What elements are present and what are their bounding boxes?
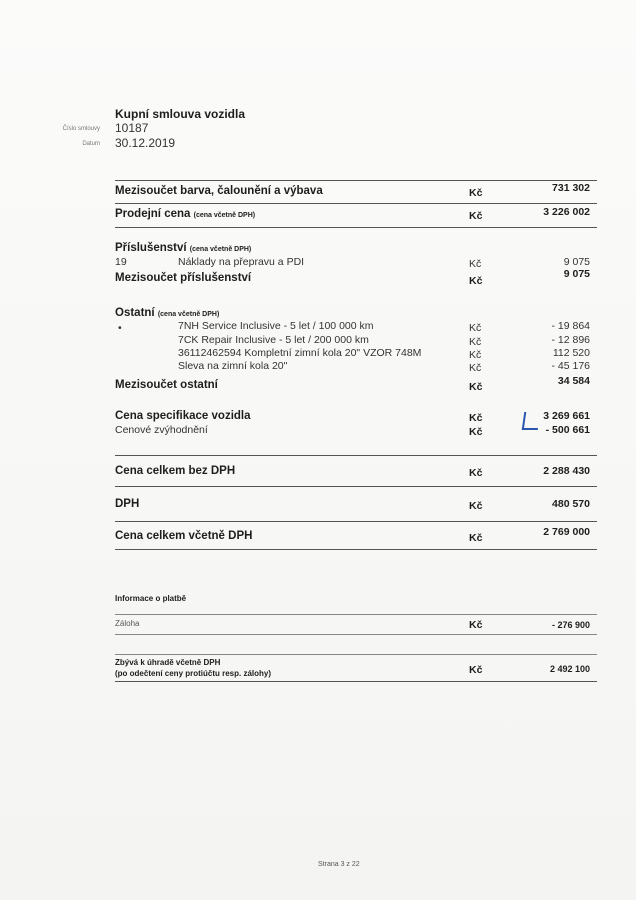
accessories-subtotal-label: Mezisoučet příslušenství bbox=[115, 272, 252, 284]
bullet-mark: • bbox=[118, 322, 122, 334]
remaining-label-line1: Zbývá k úhradě včetně DPH bbox=[115, 658, 221, 667]
accessory-item-code: 19 bbox=[115, 256, 127, 268]
currency: Kč bbox=[469, 619, 483, 631]
contract-number-value: 10187 bbox=[115, 121, 149, 135]
other-item-desc: 7NH Service Inclusive - 5 let / 100 000 km bbox=[178, 320, 374, 332]
accessories-label: Příslušenství bbox=[115, 242, 187, 254]
price-advantage-amount: - 500 661 bbox=[545, 424, 590, 436]
divider bbox=[115, 486, 597, 487]
currency: Kč bbox=[469, 336, 482, 348]
divider bbox=[115, 614, 597, 615]
currency: Kč bbox=[469, 500, 483, 512]
total-inc-vat-label: Cena celkem včetně DPH bbox=[115, 530, 253, 542]
currency: Kč bbox=[469, 412, 483, 424]
deposit-label: Záloha bbox=[115, 619, 140, 628]
other-item-desc: Sleva na zimní kola 20" bbox=[178, 360, 288, 372]
date-value: 30.12.2019 bbox=[115, 136, 176, 150]
currency: Kč bbox=[469, 362, 482, 374]
other-label: Ostatní bbox=[115, 307, 155, 319]
currency: Kč bbox=[469, 532, 483, 544]
divider bbox=[115, 654, 597, 655]
currency: Kč bbox=[469, 275, 483, 287]
sale-price-label bbox=[115, 208, 255, 220]
divider bbox=[115, 681, 597, 682]
currency: Kč bbox=[469, 187, 483, 199]
divider bbox=[115, 180, 597, 181]
other-item-amount: - 12 896 bbox=[551, 334, 590, 346]
other-item-amount: - 19 864 bbox=[551, 320, 590, 332]
other-header bbox=[115, 307, 219, 319]
spec-price-amount: 3 269 661 bbox=[543, 410, 590, 422]
subtotal-color-label: Mezisoučet barva, čalounění a výbava bbox=[115, 185, 323, 197]
divider bbox=[115, 521, 597, 522]
sale-price-sub: (cena včetně DPH) bbox=[193, 212, 256, 219]
other-item-amount: - 45 176 bbox=[551, 360, 590, 372]
sale-price-amount: 3 226 002 bbox=[543, 206, 590, 218]
currency: Kč bbox=[469, 467, 483, 479]
divider bbox=[115, 455, 597, 456]
vat-label: DPH bbox=[115, 498, 140, 510]
currency: Kč bbox=[469, 349, 482, 361]
total-ex-vat-amount: 2 288 430 bbox=[543, 465, 590, 477]
contract-number-label: Číslo smlouvy bbox=[62, 126, 100, 132]
accessory-item-desc: Náklady na přepravu a PDI bbox=[178, 256, 305, 268]
other-item-desc: 36112462594 Kompletní zimní kola 20" VZOR 748M bbox=[178, 347, 422, 359]
other-sub: (cena včetně DPH) bbox=[157, 311, 220, 318]
spec-price-label: Cena specifikace vozidla bbox=[115, 410, 251, 422]
document-title: Kupní smlouva vozidla bbox=[115, 107, 246, 121]
subtotal-color-amount: 731 302 bbox=[552, 182, 590, 194]
total-inc-vat-amount: 2 769 000 bbox=[543, 526, 590, 538]
total-ex-vat-label: Cena celkem bez DPH bbox=[115, 465, 236, 477]
divider bbox=[115, 549, 597, 550]
payment-info-title: Informace o platbě bbox=[115, 594, 187, 603]
remaining-label-line2: (po odečtení ceny protiúčtu resp. zálohy) bbox=[115, 669, 272, 678]
currency: Kč bbox=[469, 258, 482, 270]
price-advantage-label: Cenové zvýhodnění bbox=[115, 424, 208, 436]
other-item-desc: 7CK Repair Inclusive - 5 let / 200 000 km bbox=[178, 334, 369, 346]
sale-price-label-text: Prodejní cena bbox=[115, 208, 191, 220]
page-number: Strana 3 z 22 bbox=[318, 861, 360, 868]
currency: Kč bbox=[469, 381, 483, 393]
accessories-sub: (cena včetně DPH) bbox=[189, 246, 252, 253]
other-item-amount: 112 520 bbox=[552, 347, 590, 359]
accessory-item-amount: 9 075 bbox=[563, 256, 590, 268]
other-subtotal-label: Mezisoučet ostatní bbox=[115, 379, 218, 391]
divider bbox=[115, 634, 597, 635]
deposit-amount: - 276 900 bbox=[551, 620, 590, 630]
date-label: Datum bbox=[82, 141, 100, 147]
currency: Kč bbox=[469, 322, 482, 334]
currency: Kč bbox=[469, 664, 483, 676]
vat-amount: 480 570 bbox=[552, 498, 590, 510]
accessories-subtotal-amount: 9 075 bbox=[563, 268, 590, 280]
remaining-amount: 2 492 100 bbox=[549, 664, 590, 674]
accessories-header bbox=[115, 242, 251, 254]
divider bbox=[115, 227, 597, 228]
divider bbox=[115, 203, 597, 204]
other-subtotal-amount: 34 584 bbox=[557, 375, 590, 387]
currency: Kč bbox=[469, 210, 483, 222]
currency: Kč bbox=[469, 426, 483, 438]
